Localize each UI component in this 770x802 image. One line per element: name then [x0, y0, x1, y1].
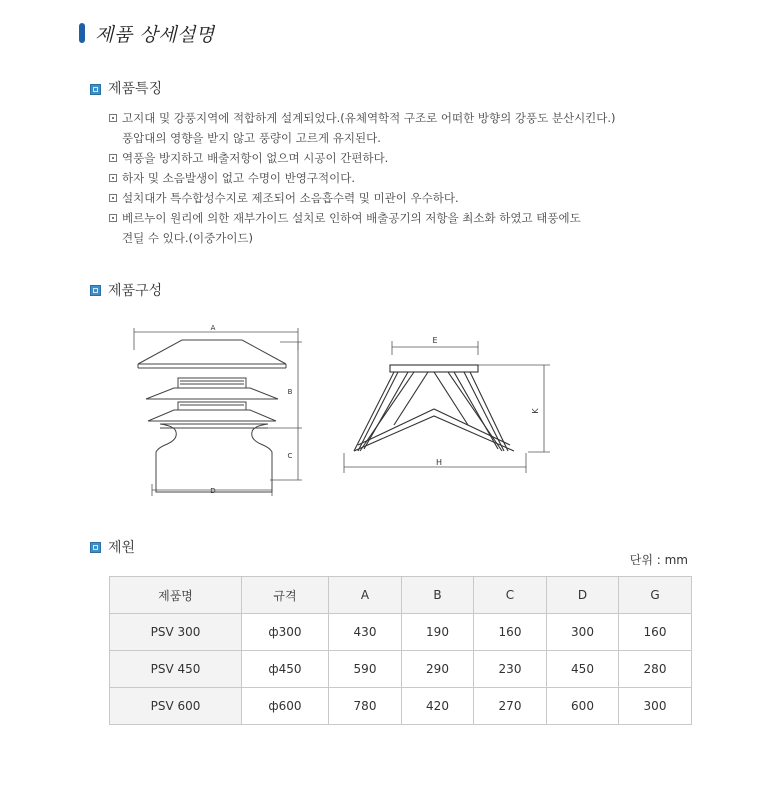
table-cell: 300 — [619, 688, 692, 725]
table-cell: 420 — [402, 688, 474, 725]
table-cell: 160 — [619, 614, 692, 651]
dim-label-e: E — [432, 336, 438, 345]
section-square-icon — [90, 285, 101, 296]
table-cell: 590 — [329, 651, 402, 688]
table-header-cell: 규격 — [242, 577, 329, 614]
table-header-cell: A — [329, 577, 402, 614]
feature-item-continuation: 풍압대의 영향을 받지 않고 풍량이 고르게 유지된다. — [122, 131, 381, 145]
dim-label-c: C — [287, 452, 293, 460]
checkbox-bullet-icon — [109, 154, 117, 162]
spec-table — [109, 576, 692, 725]
checkbox-bullet-icon — [109, 174, 117, 182]
table-header-cell: G — [619, 577, 692, 614]
feature-item: 고지대 및 강풍지역에 적합하게 설계되었다.(유체역학적 구조로 어떠한 방향의 강풍도 분산시킨다.) — [109, 108, 616, 128]
title-accent-bar — [79, 23, 85, 43]
table-row — [110, 614, 692, 651]
product-name-cell: PSV 450 — [110, 651, 242, 688]
table-cell: 230 — [474, 651, 547, 688]
table-cell: 300 — [547, 614, 619, 651]
table-cell: 450 — [547, 651, 619, 688]
table-row — [110, 688, 692, 725]
dim-label-d: D — [210, 487, 216, 495]
feature-item: 설치대가 특수합성수지로 제조되어 소음흡수력 및 미관이 우수하다. — [109, 188, 459, 208]
table-cell: 290 — [402, 651, 474, 688]
table-cell: ф450 — [242, 651, 329, 688]
ventilator-stand-diagram — [338, 325, 558, 475]
dim-label-h: H — [435, 458, 443, 467]
section-square-icon — [90, 84, 101, 95]
dim-label-a: A — [210, 324, 216, 332]
table-row — [110, 651, 692, 688]
features-title: 제품특징 — [108, 81, 163, 97]
product-name-cell: PSV 600 — [110, 688, 242, 725]
table-header-cell: C — [474, 577, 547, 614]
specs-title: 제원 — [108, 540, 136, 556]
dim-label-b: B — [287, 388, 293, 396]
page-title: 제품 상세설명 — [95, 24, 215, 46]
checkbox-bullet-icon — [109, 194, 117, 202]
table-header-row — [110, 577, 692, 614]
table-cell: 600 — [547, 688, 619, 725]
feature-item: 하자 및 소음발생이 없고 수명이 반영구적이다. — [109, 168, 355, 188]
composition-title: 제품구성 — [108, 283, 163, 299]
table-header-cell: 제품명 — [110, 577, 242, 614]
checkbox-bullet-icon — [109, 114, 117, 122]
table-header-cell: B — [402, 577, 474, 614]
table-cell: ф300 — [242, 614, 329, 651]
table-cell: 280 — [619, 651, 692, 688]
ventilator-side-diagram — [120, 320, 320, 505]
feature-item: 역풍을 방지하고 배출저항이 없으며 시공이 간편하다. — [109, 148, 388, 168]
feature-item-continuation: 견딜 수 있다.(이중가이드) — [122, 231, 254, 245]
table-header-cell: D — [547, 577, 619, 614]
product-name-cell: PSV 300 — [110, 614, 242, 651]
table-cell: 780 — [329, 688, 402, 725]
unit-label: 단위 : mm — [629, 553, 688, 567]
checkbox-bullet-icon — [109, 214, 117, 222]
table-cell: ф600 — [242, 688, 329, 725]
table-cell: 160 — [474, 614, 547, 651]
table-cell: 190 — [402, 614, 474, 651]
table-cell: 270 — [474, 688, 547, 725]
table-cell: 430 — [329, 614, 402, 651]
section-square-icon — [90, 542, 101, 553]
feature-item: 베르누이 원리에 의한 재부가이드 설치로 인하여 배출공기의 저항을 최소화 하였고 태풍에도 — [109, 208, 581, 228]
dim-label-k: K — [531, 408, 540, 414]
